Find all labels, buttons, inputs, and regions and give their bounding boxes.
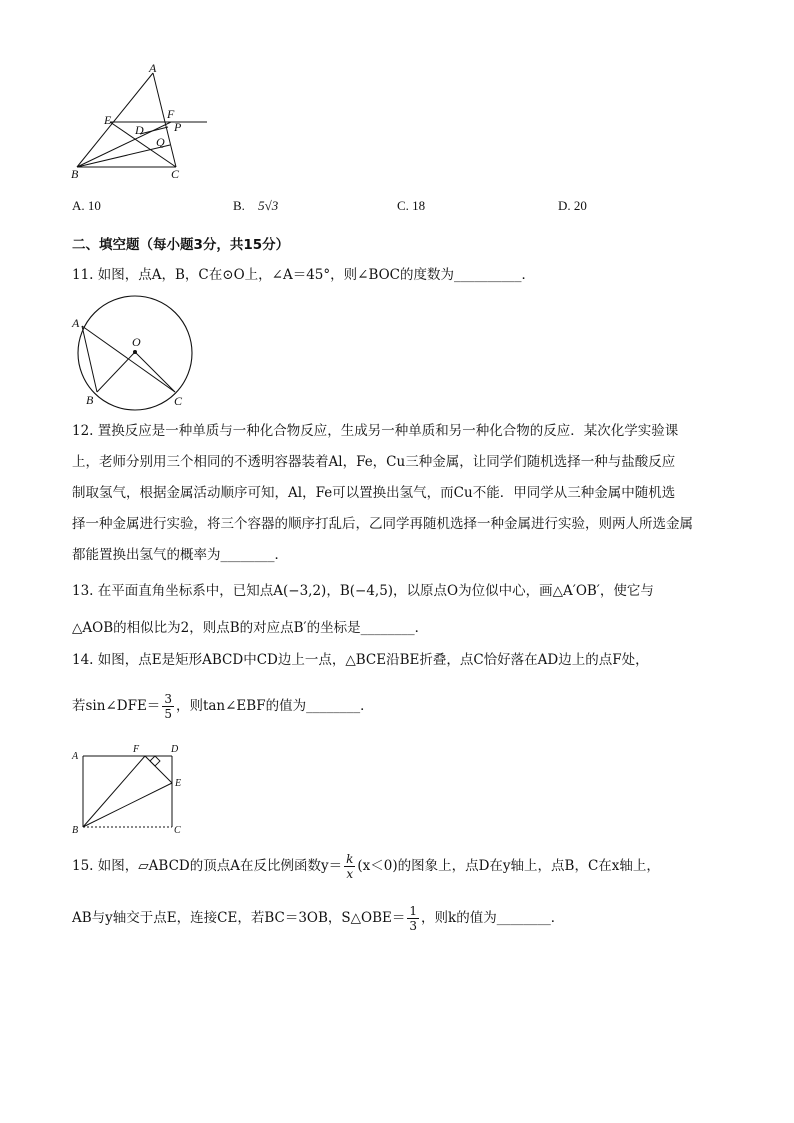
question-15-prefix: 15. 如图，▱ABCD的顶点A在反比例函数y＝	[72, 858, 343, 874]
label-q: Q	[156, 135, 165, 149]
fraction-denominator: 3	[409, 918, 418, 933]
question-15-line-2	[72, 898, 564, 938]
fraction-1-3	[407, 904, 419, 933]
question-15-suffix: (x＜0)的图象上，点D在y轴上，点B，C在x轴上，	[357, 858, 660, 874]
question-15-line-2-suffix: ，则k的值为________．	[421, 910, 565, 926]
question-15-line-1	[72, 846, 660, 886]
question-14-line-2	[72, 686, 374, 726]
label-b: B	[86, 393, 94, 407]
label-d: D	[135, 123, 144, 137]
fraction-numerator: 1	[409, 903, 418, 918]
center-dot	[133, 350, 137, 354]
question-12-line-1: 12. 置换反应是一种单质与一种化合物反应，生成另一种单质和另一种化合物的反应．某次化学实验课	[72, 423, 679, 439]
radius-ob	[97, 352, 135, 392]
option-a: A. 10	[72, 198, 101, 213]
label-a: A	[72, 751, 79, 762]
segment-bf	[83, 756, 145, 827]
label-f: F	[167, 107, 175, 121]
question-15-line-2-prefix: AB与y轴交于点E，连接CE，若BC＝3OB，S△OBE＝	[72, 910, 406, 926]
label-o: O	[132, 335, 141, 349]
fraction-denominator: 5	[164, 706, 172, 721]
label-e: E	[104, 113, 112, 127]
radius-oc	[135, 352, 175, 392]
question-13-line-2: △AOB的相似比为2，则点B的对应点B′的坐标是________．	[72, 620, 429, 636]
label-b: B	[71, 167, 79, 181]
option-c: C. 18	[397, 198, 426, 213]
fraction-3-5	[162, 692, 174, 721]
label-b: B	[72, 825, 79, 836]
fraction-numerator: k	[346, 851, 354, 866]
chord-ab	[82, 326, 97, 392]
figure-q10	[60, 60, 220, 185]
label-f: F	[133, 744, 140, 755]
segment-be	[83, 783, 172, 827]
label-d: D	[171, 744, 179, 755]
label-a: A	[149, 61, 157, 75]
question-11-text: 11. 如图，点A，B，C在⊙O上，∠A＝45°，则∠BOC的度数为__________．	[72, 267, 536, 283]
option-b-value: 5√3	[258, 198, 279, 213]
label-c: C	[171, 167, 180, 181]
section-heading: 二、填空题（每小题3分，共15分）	[72, 237, 290, 253]
fraction-k-x	[344, 852, 355, 881]
question-12-line-4: 择一种金属进行实验，将三个容器的顺序打乱后，乙同学再随机选择一种金属进行实验，则两人所选金属	[72, 516, 693, 532]
label-c: C	[174, 825, 181, 836]
label-e: E	[175, 778, 182, 789]
segment-dp	[140, 127, 168, 134]
question-12-line-3: 制取氢气，根据金属活动顺序可知，Al，Fe可以置换出氢气，而Cu不能．甲同学从三种金属中随机选	[72, 485, 676, 501]
label-p: P	[174, 120, 182, 134]
right-angle-mark	[150, 756, 160, 766]
option-d: D. 20	[558, 198, 587, 213]
fraction-denominator: x	[346, 866, 354, 881]
figure-q14	[68, 740, 193, 838]
fraction-numerator: 3	[164, 691, 172, 706]
question-13-line-1: 13. 在平面直角坐标系中，已知点A(−3,2)，B(−4,5)，以原点O为位似中心，画△A′OB′，使它与	[72, 583, 654, 599]
label-a: A	[72, 316, 80, 330]
figure-q11	[68, 292, 203, 412]
label-c: C	[174, 394, 183, 408]
question-14-prefix: 若sin∠DFE＝	[72, 698, 161, 714]
question-12-line-5: 都能置换出氢气的概率为________．	[72, 547, 288, 563]
question-14-line-1: 14. 如图，点E是矩形ABCD中CD边上一点，△BCE沿BE折叠，点C恰好落在AD边上的点F处，	[72, 652, 649, 668]
option-b-letter: B.	[233, 198, 245, 213]
question-14-suffix: ，则tan∠EBF的值为________．	[175, 698, 374, 714]
question-12-line-2: 上，老师分别用三个相同的不透明容器装着Al，Fe，Cu三种金属，让同学们随机选择一种与盐酸反应	[72, 454, 676, 470]
segment-ab	[77, 73, 153, 167]
option-b	[233, 198, 278, 214]
